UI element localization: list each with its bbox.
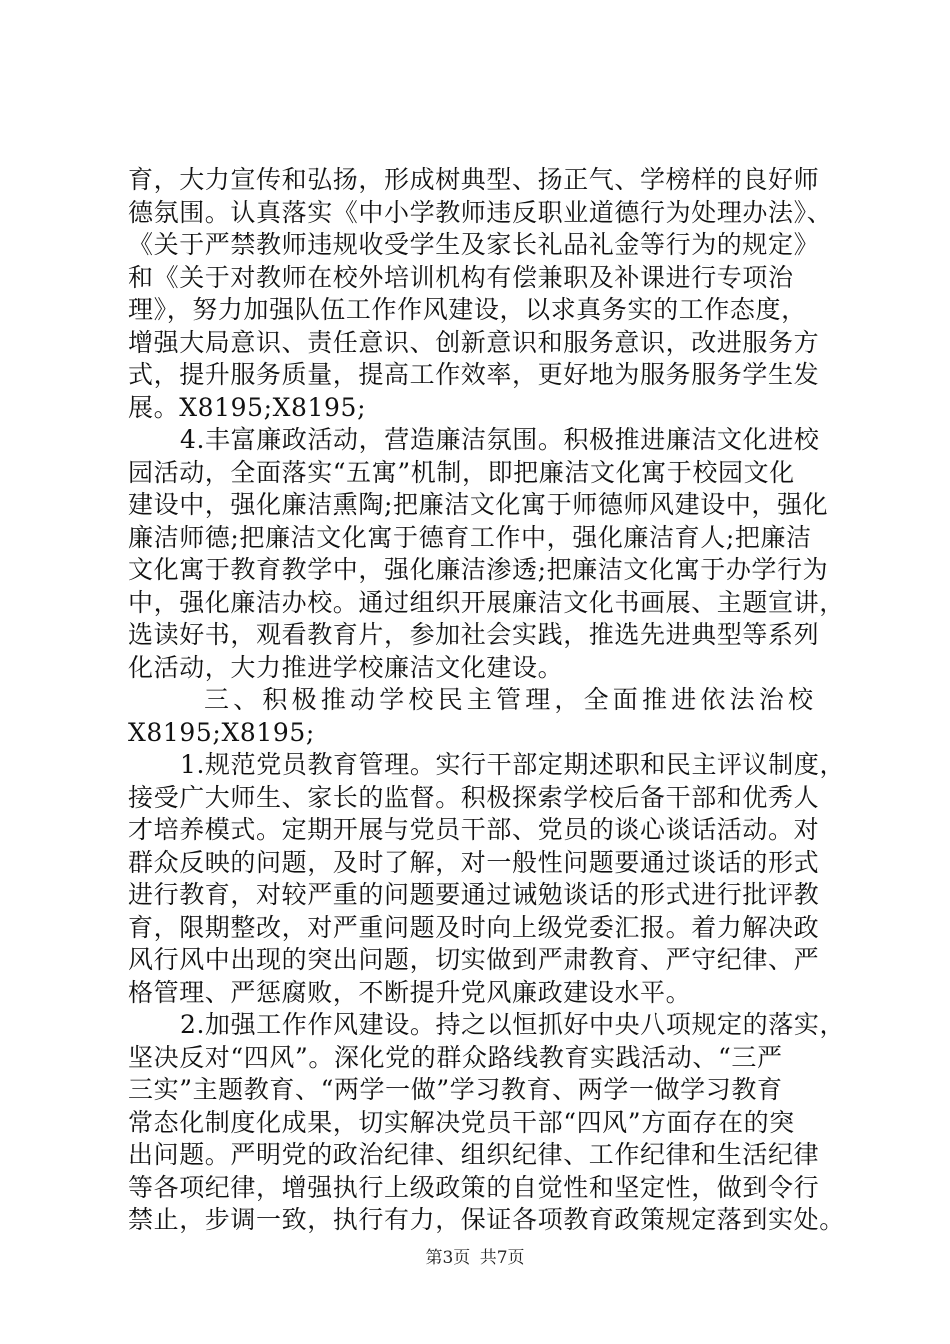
text-line: 三实”主题教育、“两学一做”学习教育、两学一做学习教育 [128,1075,783,1104]
text-line: 群众反映的问题，及时了解，对一般性问题要通过谈话的形式 [128,847,820,877]
document-body [128,164,846,1237]
text-line: 育，大力宣传和弘扬，形成树典型、扬正气、学榜样的良好师 [128,165,820,194]
text-line: 式，提升服务质量，提高工作效率，更好地为服务服务学生发 [128,360,820,389]
page-total: 共7页 [479,1248,525,1268]
text-line: 出问题。严明党的政治纪律、组织纪律、工作纪律和生活纪律 [128,1140,820,1169]
page-footer [0,1243,950,1268]
text-line: 进行教育，对较严重的问题要通过诫勉谈话的形式进行批评教 [128,880,820,909]
text-line: 德氛围。认真落实《中小学教师违反职业道德行为处理办法》、 [128,197,833,227]
text-line: 和《关于对教师在校外培训机构有偿兼职及补课进行专项治 [128,262,794,292]
text-line: 中，强化廉洁办校。通过组织开展廉洁文化书画展、主题宣讲， [128,587,845,617]
text-line: 廉洁师德;把廉洁文化寓于德育工作中，强化廉洁育人;把廉洁 [128,522,812,552]
text-line: 格管理、严惩腐败，不断提升党风廉政建设水平。 [128,977,692,1007]
text-line: 增强大局意识、责任意识、创新意识和服务意识，改进服务方 [128,327,820,357]
text-line: 常态化制度化成果，切实解决党员干部“四风”方面存在的突 [128,1107,795,1137]
text-line: 展。X8195;X8195; [128,392,367,422]
text-line: 禁止，步调一致，执行有力，保证各项教育政策规定落到实处。 [128,1205,845,1234]
text-line: 等各项纪律，增强执行上级政策的自觉性和坚定性，做到令行 [128,1172,820,1202]
text-line: 三、积极推动学校民主管理，全面推进依法治校 [204,685,818,714]
page-number: 第3页 [425,1248,471,1268]
text-line: 1.规范党员教育管理。实行干部定期述职和民主评议制度， [180,750,846,779]
text-line: 化活动，大力推进学校廉洁文化建设。 [128,652,564,682]
text-line: 《关于严禁教师违规收受学生及家长礼品礼金等行为的规定》 [128,230,820,259]
text-line: 理》，努力加强队伍工作作风建设，以求真务实的工作态度， [128,295,807,324]
text-line: 坚决反对“四风”。深化党的群众路线教育实践活动、“三严 [128,1042,783,1072]
text-line: 才培养模式。定期开展与党员干部、党员的谈心谈话活动。对 [128,815,820,844]
text-line: 风行风中出现的突出问题，切实做到严肃教育、严守纪律、严 [128,945,820,974]
text-line: 4.丰富廉政活动，营造廉洁氛围。积极推进廉洁文化进校 [180,425,820,454]
text-line: 2.加强工作作风建设。持之以恒抓好中央八项规定的落实， [180,1010,846,1039]
text-line: 接受广大师生、家长的监督。积极探索学校后备干部和优秀人 [128,782,820,812]
text-line: 育，限期整改，对严重问题及时向上级党委汇报。着力解决政 [128,912,820,942]
text-line: 文化寓于教育教学中，强化廉洁渗透;把廉洁文化寓于办学行为 [128,555,829,584]
text-line: X8195;X8195; [128,717,315,747]
text-line: 园活动，全面落实“五寓”机制，即把廉洁文化寓于校园文化 [128,457,795,487]
text-line: 建设中，强化廉洁熏陶;把廉洁文化寓于师德师风建设中，强化 [128,490,829,519]
text-line: 选读好书，观看教育片，参加社会实践，推选先进典型等系列 [128,620,820,649]
